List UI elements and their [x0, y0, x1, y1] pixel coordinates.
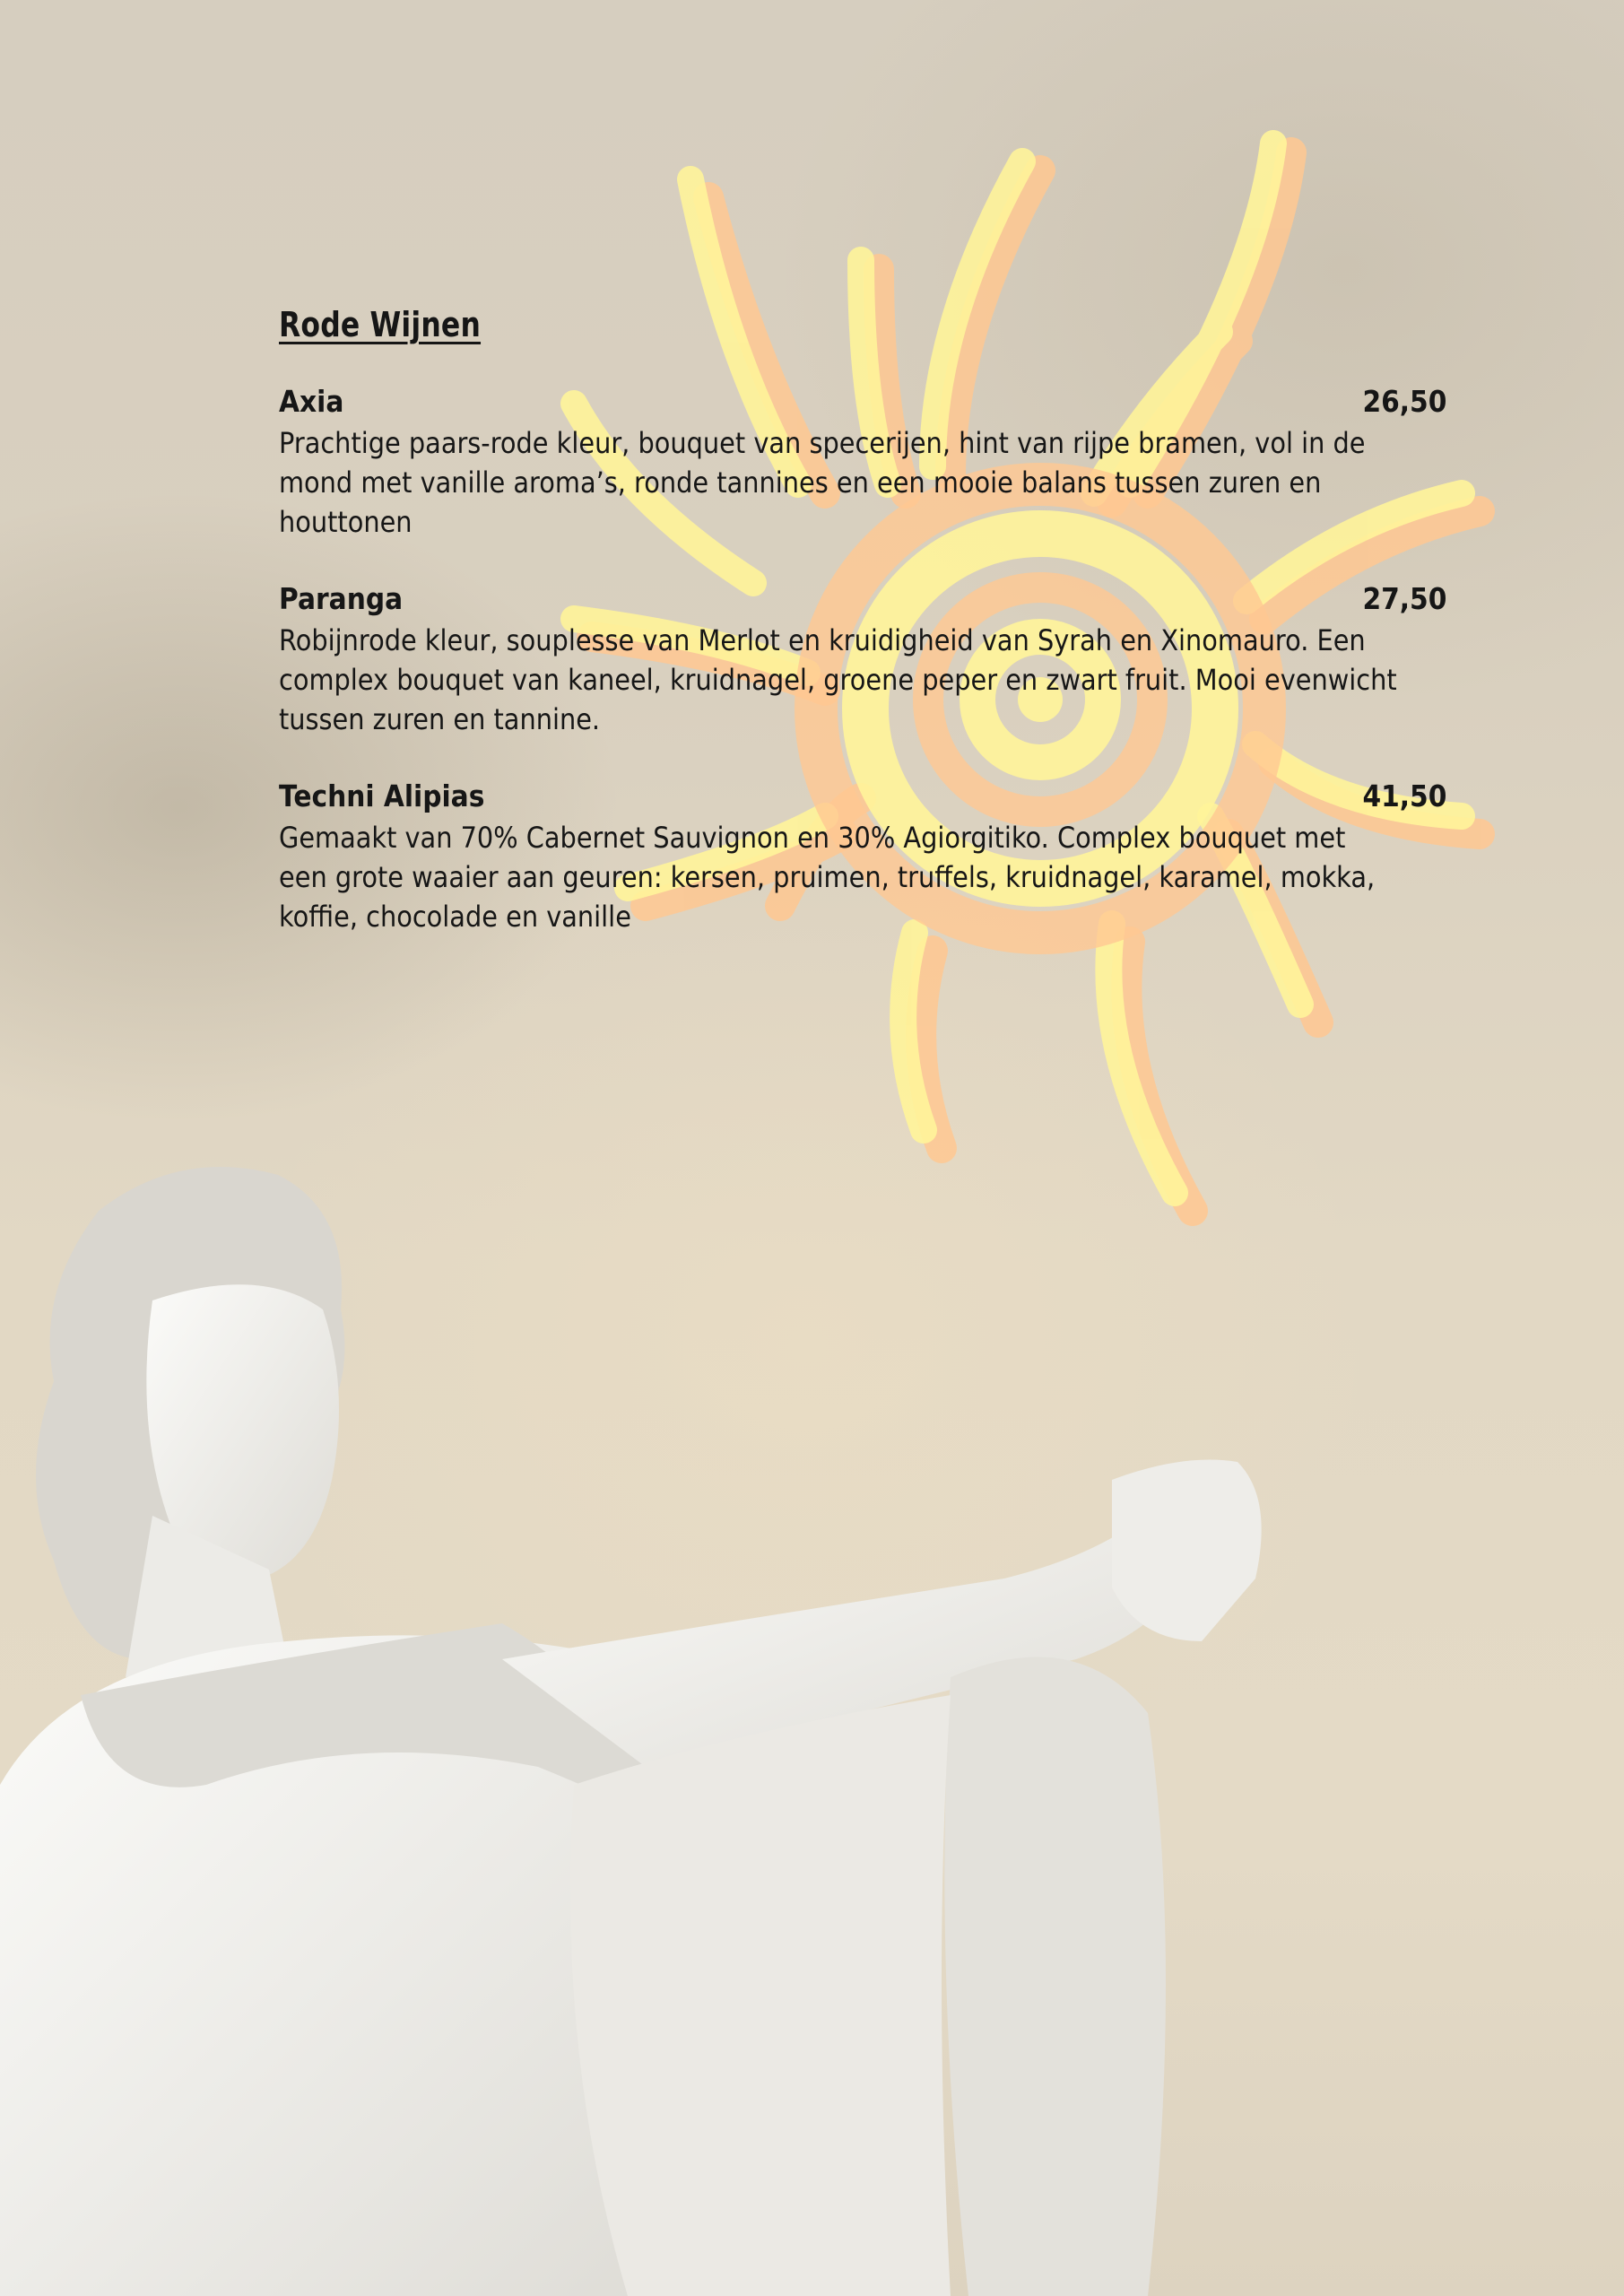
section-title: Rode Wijnen: [279, 305, 482, 344]
wine-item: [279, 778, 1446, 936]
wine-description: Prachtige paars-rode kleur, bouquet van specerijen, hint van rijpe bramen, vol in de mond met vanille aroma’s, ronde tannines en een mooie balans tussen zuren en houttonen: [279, 426, 1366, 539]
wine-description: Robijnrode kleur, souplesse van Merlot en kruidigheid van Syrah en Xinomauro. Een complex bouquet van kaneel, kruidnagel, groene peper en zwart fruit. Mooi evenwicht tussen zuren en tannine.: [279, 623, 1397, 736]
wine-menu: [279, 305, 1446, 976]
wine-price: 41,50: [1362, 778, 1446, 813]
wine-item: [279, 384, 1446, 542]
wine-price: 27,50: [1362, 581, 1446, 616]
wine-name: Techni Alipias: [279, 778, 485, 813]
statue-illustration: [0, 1157, 1390, 2296]
wine-name: Axia: [279, 384, 344, 419]
wine-item: [279, 581, 1446, 739]
wine-description: Gemaakt van 70% Cabernet Sauvignon en 30% Agiorgitiko. Complex bouquet met een grote waaier aan geuren: kersen, pruimen, truffels, kruidnagel, karamel, mokka, koffie, chocolade en vanille: [279, 821, 1376, 934]
wine-price: 26,50: [1362, 384, 1446, 419]
wine-name: Paranga: [279, 581, 404, 616]
